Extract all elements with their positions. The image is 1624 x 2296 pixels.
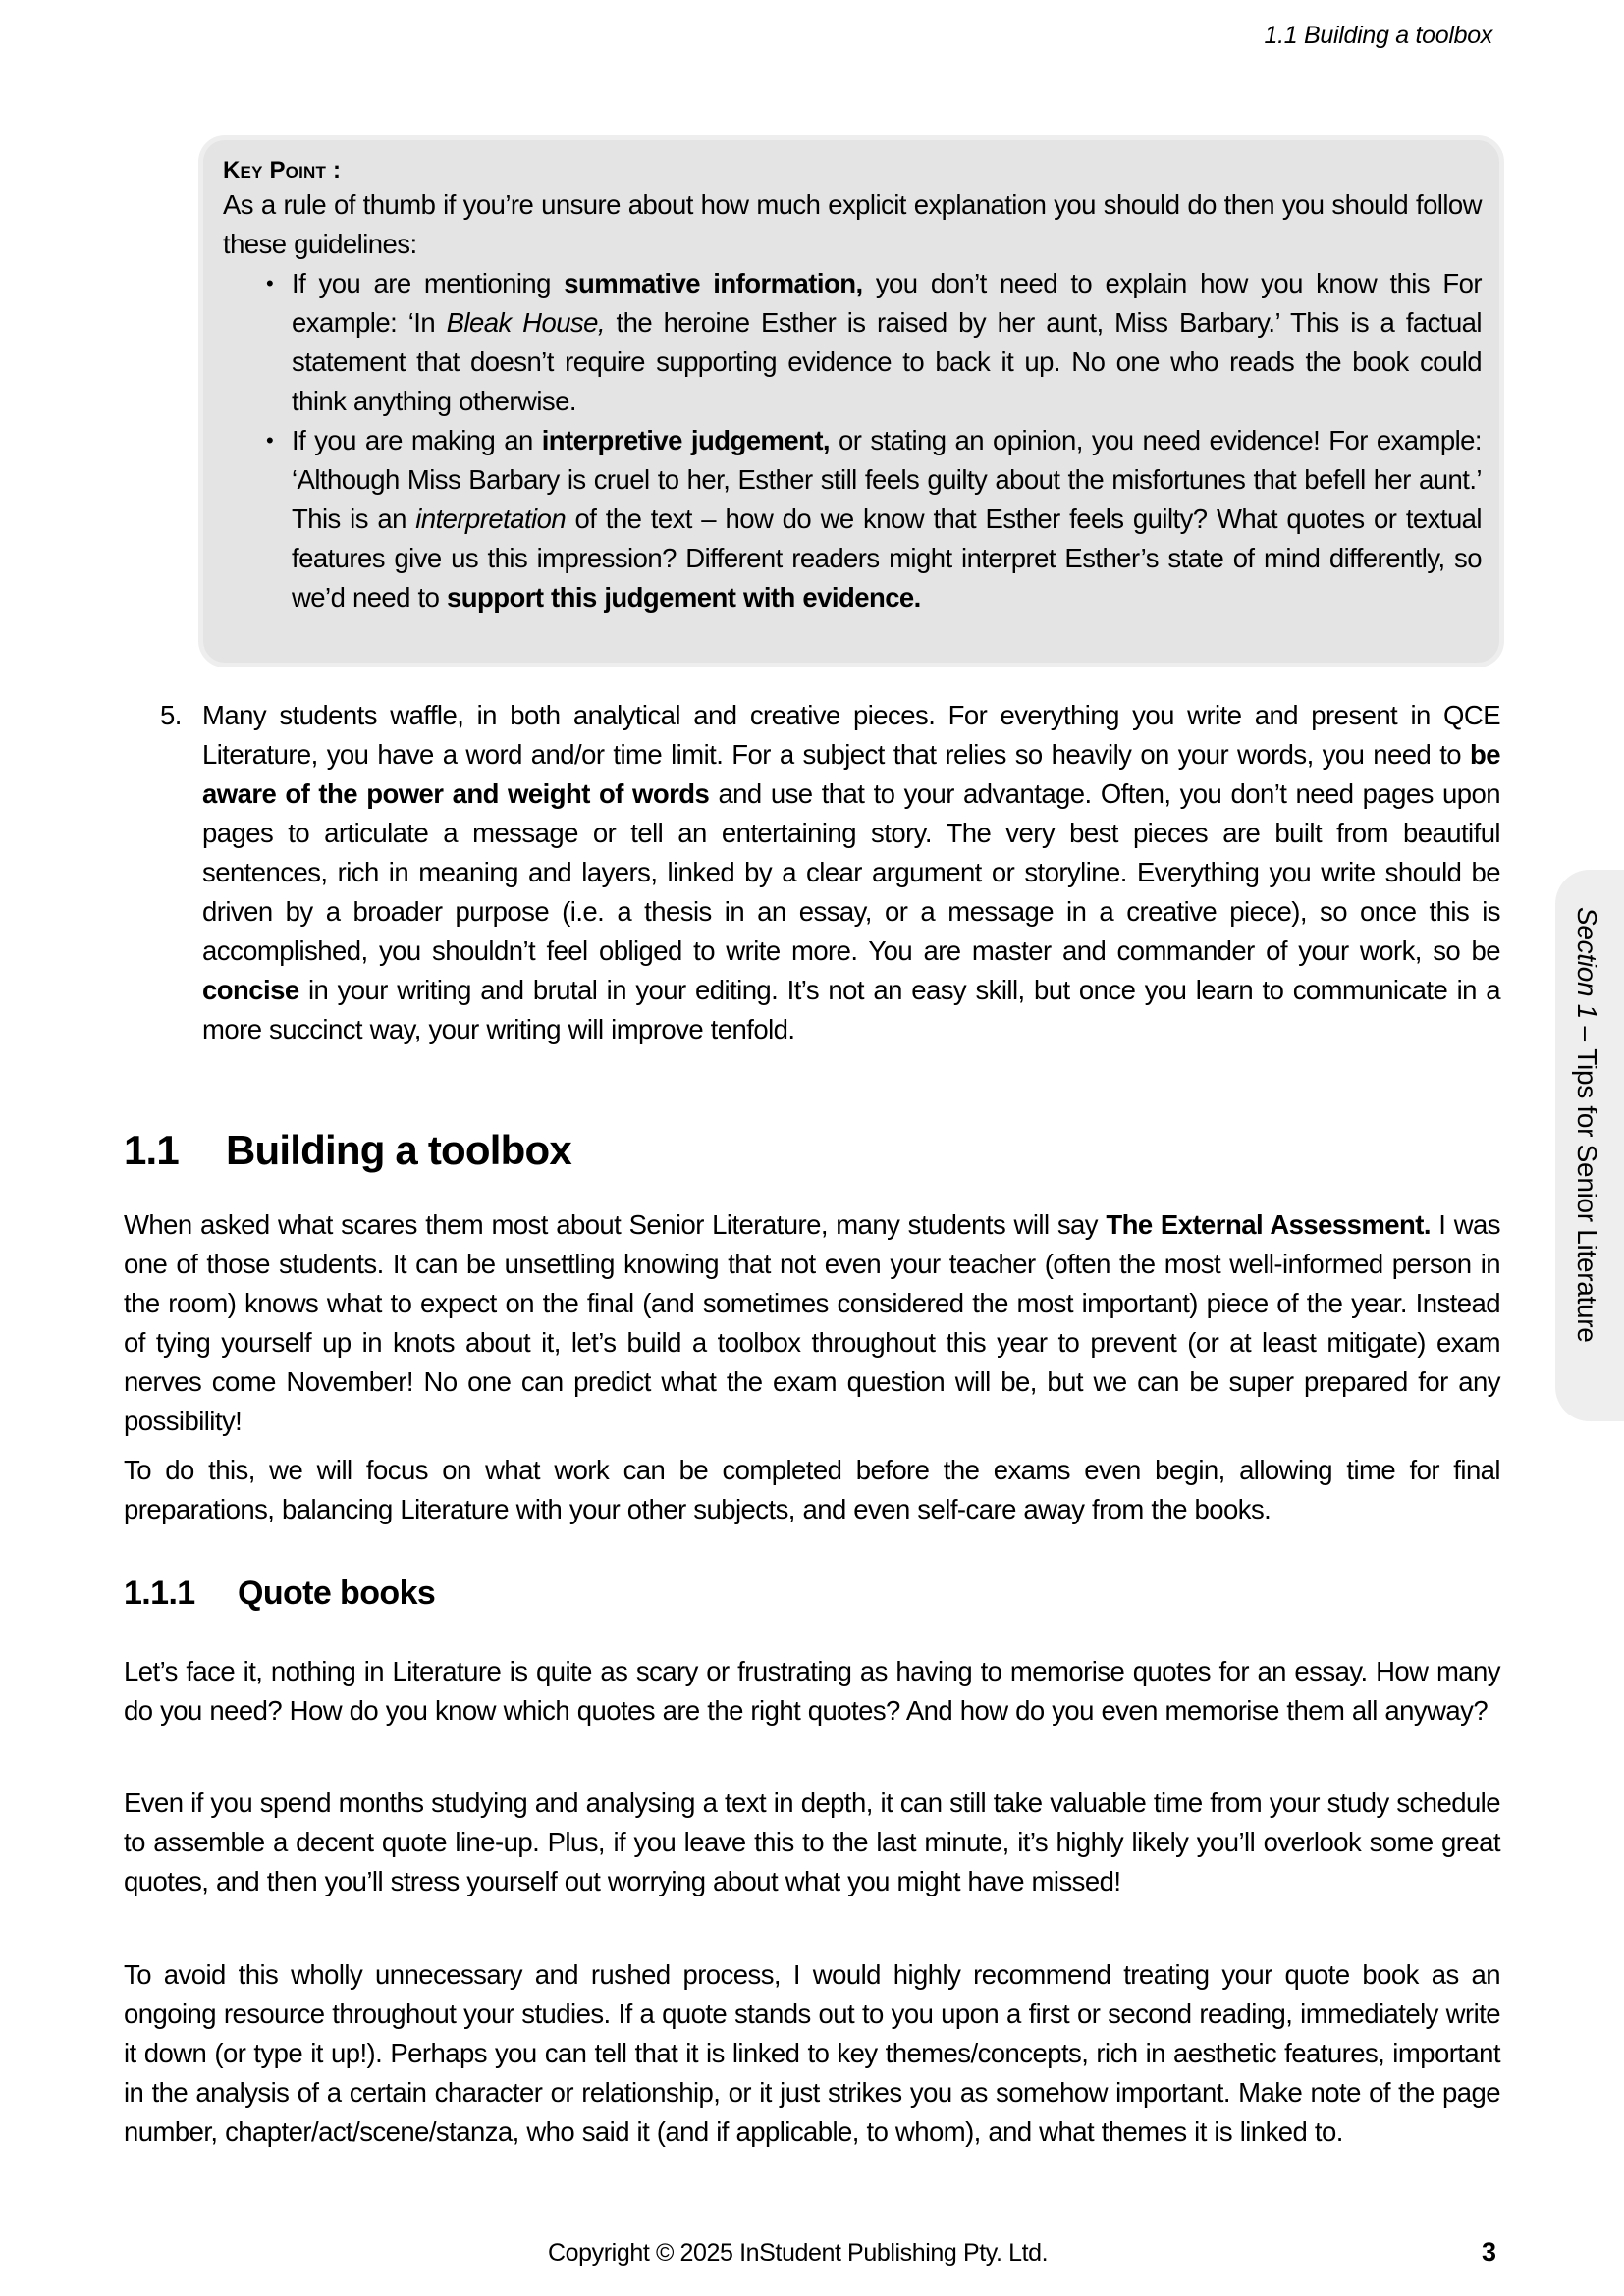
footer-copyright: Copyright © 2025 InStudent Publishing Pty. Ltd. — [548, 2239, 1049, 2267]
bullet-icon: • — [266, 428, 274, 453]
book-title: Bleak House, — [446, 307, 606, 338]
italic-term: interpretation — [415, 504, 567, 534]
key-point-intro: As a rule of thumb if you’re unsure about how much explicit explanation you should do then you should follow these guidelines: — [223, 189, 1482, 259]
key-point-title: Key Point : — [223, 157, 342, 184]
page-number: 3 — [1481, 2237, 1496, 2267]
bold-phrase: The External Assessment. — [1106, 1209, 1431, 1240]
key-point-box — [203, 140, 1499, 663]
side-tab-section: Section 1 — [1572, 907, 1602, 1020]
subsection-heading — [124, 1575, 435, 1613]
section-paragraph-2: To do this, we will focus on what work can be completed before the exams even begin, allowing time for final preparations, balancing Literature with your other subjects, and even self-care away from the books. — [124, 1455, 1500, 1524]
subsection-paragraph-2: Even if you spend months studying and analysing a text in depth, it can still take valuable time from your study schedule to assemble a decent quote line-up. Plus, if you leave this to the last minute, it’s highly likely you’ll overlook some great quotes, and then you’ll stress yourself out worrying about what you might have missed! — [124, 1788, 1500, 1896]
subsection-paragraph-3: To avoid this wholly unnecessary and rushed process, I would highly recommend treating your quote book as an ongoing resource throughout your studies. If a quote stands out to you upon a first or second reading, immediately write it down (or type it up!). Perhaps you can tell that it is linked to key themes/concepts, rich in aesthetic features, important in the analysis of a certain character or relationship, or it just strikes you as somehow important. Make note of the page number, chapter/act/scene/stanza, who said it (and if applicable, to whom), and what themes it is linked to. — [124, 1959, 1500, 2147]
running-head: 1.1 Building a toolbox — [1264, 22, 1492, 49]
numbered-list-item — [160, 696, 1500, 1049]
bullet-icon: • — [266, 271, 274, 295]
bold-phrase: be aware of the power and weight of words — [202, 739, 1500, 809]
subsection-paragraph-1: Let’s face it, nothing in Literature is quite as scary or frustrating as having to memorise quotes for an essay. How many do you need? How do you know which quotes are the right quotes? And how do you even memorise them all anyway? — [124, 1656, 1500, 1726]
section-heading — [124, 1127, 571, 1174]
side-section-tab-label: Section 1 – Tips for Senior Literature — [1572, 907, 1602, 1343]
key-point-bullet: • If you are mentioning summative information, you don’t need to explain how you know this For example: ‘In Bleak House, the heroine Esther is raised by her aunt, Miss Barbary.’ This is a factual statement that doesn’t require supporting evidence to back it up. No one who reads the book could think anything otherwise. — [292, 264, 1482, 421]
section-number: 1.1 — [124, 1127, 179, 1173]
subsection-title: Quote books — [238, 1575, 436, 1612]
key-point-list — [223, 264, 1482, 617]
section-title: Building a toolbox — [226, 1127, 571, 1173]
list-item-text: Many students waffle, in both analytical and creative pieces. For everything you write and present in QCE Literature, you have a word and/or time limit. For a subject that relies so heavily on your words, you need to be aware of the power and weight of words and use that to your advantage. Often, you don’t need pages upon pages to articulate a message or tell an entertaining story. The very best pieces are built from beautiful sentences, rich in meaning and layers, linked by a clear argument or storyline. Everything you write should be driven by a broader purpose (i.e. a thesis in an essay, or a message in a creative piece), so once this is accomplished, you shouldn’t feel obliged to write more. You are master and commander of your work, so be concise in your writing and brutal in your editing. It’s not an easy skill, but once you learn to communicate in a more succinct way, your writing will improve tenfold. — [202, 700, 1500, 1044]
side-tab-title: Tips for Senior Literature — [1572, 1048, 1602, 1343]
bold-term: interpretive judgement, — [541, 425, 831, 455]
key-point-bullet: • If you are making an interpretive judgement, or stating an opinion, you need evidence! For example: ‘Although Miss Barbary is cruel to her, Esther still feels guilty about the misfortunes that befell her aunt.’ This is an interpretation of the text – how do we know that Esther feels guilty? What quotes or textual features give us this impression? Different readers might interpret Esther’s state of mind differently, so we’d need to support this judgement with evidence. — [292, 421, 1482, 617]
subsection-number: 1.1.1 — [124, 1575, 195, 1612]
bold-term: support this judgement with evidence. — [446, 582, 921, 613]
bold-term: summative information, — [564, 268, 863, 298]
list-number: 5. — [160, 700, 182, 730]
section-paragraph-1: When asked what scares them most about Senior Literature, many students will say The External Assessment. I was one of those students. It can be unsettling knowing that not even your teacher (often the most well-informed person in the room) knows what to expect on the final (and sometimes considered the most important) piece of the year. Instead of tying yourself up in knots about it, let’s build a toolbox throughout this year to prevent (or at least mitigate) exam nerves come November! No one can predict what the exam question will be, but we can be super prepared for any possibility! — [124, 1209, 1500, 1436]
bold-phrase: concise — [202, 975, 299, 1005]
